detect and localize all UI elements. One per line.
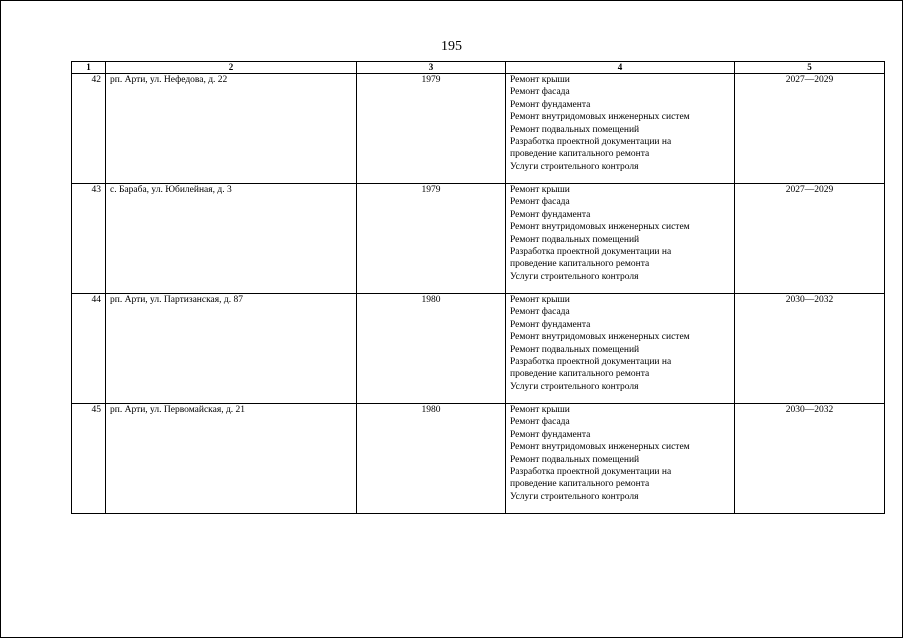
column-header: 4: [506, 62, 735, 74]
work-item: Ремонт фасада: [510, 417, 570, 428]
row-number: 44: [72, 294, 106, 404]
building-address: рп. Арти, ул. Первомайская, д. 21: [106, 404, 357, 514]
work-item: Ремонт подвальных помещений: [510, 124, 640, 135]
housing-repair-table: [71, 61, 885, 514]
work-item: Услуги строительного контроля: [510, 161, 639, 172]
work-item: проведение капитального ремонта: [510, 369, 650, 380]
table-row: [72, 74, 885, 184]
work-item: проведение капитального ремонта: [510, 479, 650, 490]
work-item: Разработка проектной документации на: [510, 357, 672, 368]
column-header: 3: [357, 62, 506, 74]
work-item: Ремонт крыши: [510, 185, 570, 195]
repair-period: 2027—2029: [735, 184, 885, 294]
construction-year: 1979: [357, 74, 506, 184]
work-item: Ремонт крыши: [510, 405, 570, 415]
work-item: Услуги строительного контроля: [510, 381, 639, 392]
work-item: Услуги строительного контроля: [510, 491, 639, 502]
work-item: Услуги строительного контроля: [510, 271, 639, 282]
repair-works: [506, 404, 735, 514]
work-item: Ремонт внутридомовых инженерных систем: [510, 222, 690, 233]
work-item: Ремонт внутридомовых инженерных систем: [510, 442, 690, 453]
construction-year: 1980: [357, 404, 506, 514]
repair-period: 2027—2029: [735, 74, 885, 184]
row-number: 43: [72, 184, 106, 294]
column-header: 5: [735, 62, 885, 74]
work-item: Разработка проектной документации на: [510, 247, 672, 258]
work-item: Ремонт фундамента: [510, 99, 591, 110]
work-item: Ремонт фундамента: [510, 319, 591, 330]
work-item: Ремонт внутридомовых инженерных систем: [510, 332, 690, 343]
table-header-row: [72, 62, 885, 74]
work-item: Разработка проектной документации на: [510, 467, 672, 478]
column-header: 1: [72, 62, 106, 74]
work-item: Ремонт фасада: [510, 87, 570, 98]
work-item: Ремонт подвальных помещений: [510, 344, 640, 355]
work-item: Ремонт фасада: [510, 197, 570, 208]
construction-year: 1980: [357, 294, 506, 404]
building-address: рп. Арти, ул. Нефедова, д. 22: [106, 74, 357, 184]
building-address: с. Бараба, ул. Юбилейная, д. 3: [106, 184, 357, 294]
repair-period: 2030—2032: [735, 294, 885, 404]
repair-works: [506, 294, 735, 404]
table-row: [72, 184, 885, 294]
work-item: Ремонт фасада: [510, 307, 570, 318]
work-item: Ремонт крыши: [510, 295, 570, 305]
work-item: проведение капитального ремонта: [510, 259, 650, 270]
row-number: 42: [72, 74, 106, 184]
work-item: Ремонт подвальных помещений: [510, 454, 640, 465]
work-item: Ремонт подвальных помещений: [510, 234, 640, 245]
work-item: Разработка проектной документации на: [510, 137, 672, 148]
work-item: Ремонт фундамента: [510, 429, 591, 440]
table-row: [72, 294, 885, 404]
repair-works: [506, 184, 735, 294]
work-item: Ремонт фундамента: [510, 209, 591, 220]
row-number: 45: [72, 404, 106, 514]
repair-works: [506, 74, 735, 184]
table-row: [72, 404, 885, 514]
page-number: 195: [441, 39, 462, 54]
building-address: рп. Арти, ул. Партизанская, д. 87: [106, 294, 357, 404]
repair-period: 2030—2032: [735, 404, 885, 514]
column-header: 2: [106, 62, 357, 74]
work-item: Ремонт внутридомовых инженерных систем: [510, 112, 690, 123]
construction-year: 1979: [357, 184, 506, 294]
work-item: Ремонт крыши: [510, 75, 570, 85]
work-item: проведение капитального ремонта: [510, 149, 650, 160]
